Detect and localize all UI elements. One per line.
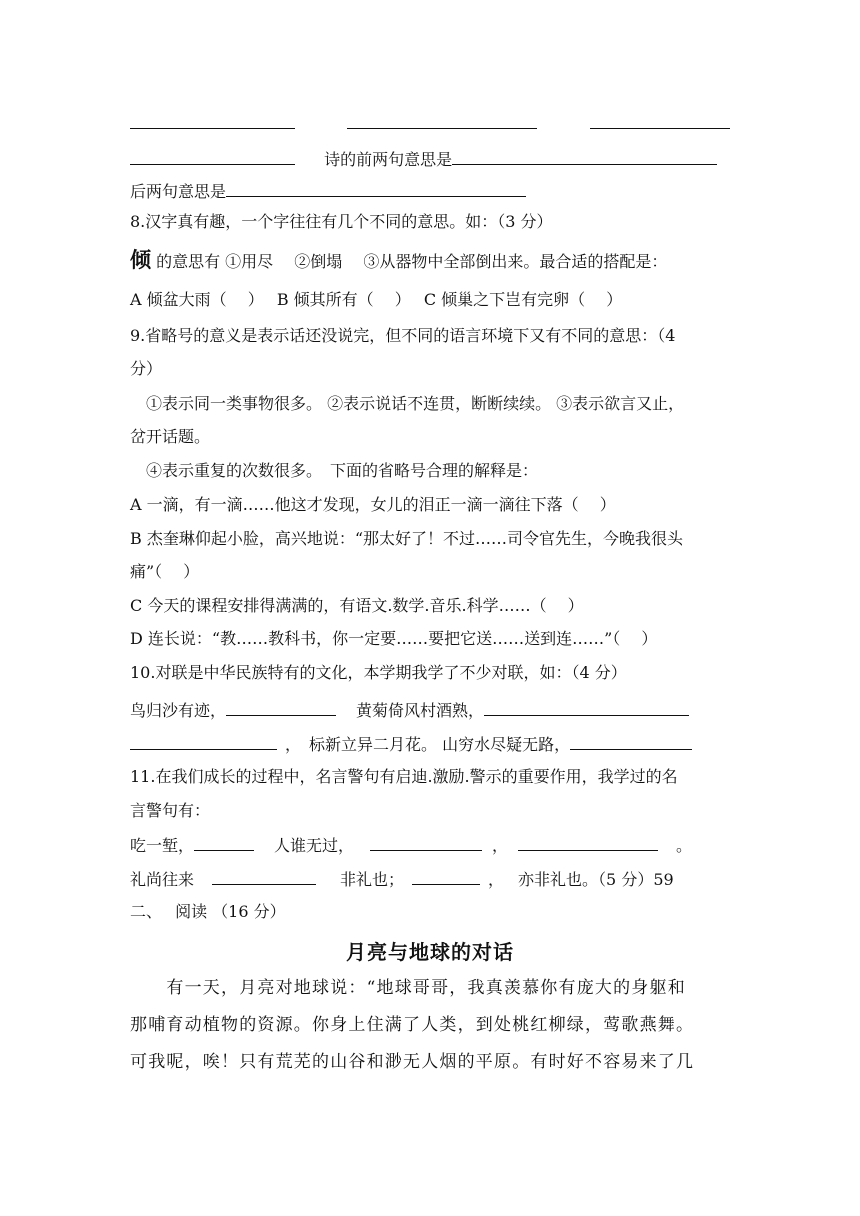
answer-blank[interactable] [484, 697, 689, 716]
q9-option-a: A 一滴，有一滴……他这才发现，女儿的泪正一滴一滴往下落（ ） [130, 495, 616, 514]
answer-blank[interactable] [130, 146, 295, 165]
q8-meanings-line [130, 249, 730, 273]
answer-blank[interactable] [226, 697, 336, 716]
couplet-text: 黄菊倚风村酒熟， [356, 701, 485, 720]
q8-meanings: 的意思有 ①用尽 ②倒塌 ③从器物中全部倒出来。最合适的搭配是： [151, 252, 668, 271]
q11-question-cont: 言警句有： [130, 801, 211, 820]
q9-option-b: B 杰奎琳仰起小脸，高兴地说：“那太好了！不过……司令官先生，今晚我很头 [130, 529, 684, 548]
q9-item-line: ④表示重复的次数很多。 下面的省略号合理的解释是： [146, 461, 539, 480]
article-paragraph-line: 那哺育动植物的资源。你身上住满了人类，到处桃红柳绿，莺歌燕舞。 [130, 1015, 695, 1035]
poem-meaning-line [130, 146, 730, 171]
quote-text: ， [492, 836, 509, 855]
q9-option-b-cont: 痛”（ ） [130, 562, 200, 581]
couplet-text: 鸟归沙有迹， [130, 701, 227, 720]
quote-text: 亦非礼也。（5 分）59 [518, 870, 674, 889]
answer-blank[interactable] [194, 832, 254, 851]
q8-char: 倾 [130, 247, 151, 272]
q9-item-line: 岔开话题。 [130, 427, 211, 446]
answer-blank[interactable] [570, 731, 692, 750]
article-title: 月亮与地球的对话 [346, 940, 514, 964]
q8-options: A 倾盆大雨（ ） B 倾其所有（ ） C 倾巢之下岂有完卵（ ） [130, 290, 623, 309]
q9-option-c: C 今天的课程安排得满满的，有语文.数学.音乐.科学……（ ） [130, 596, 584, 615]
q11-quote-line [130, 832, 730, 857]
answer-blank[interactable] [130, 731, 277, 750]
q9-item-line: ①表示同一类事物很多。 ②表示说话不连贯，断断续续。 ③表示欲言又止， [146, 394, 685, 413]
quote-text: 吃一堑， [130, 836, 195, 855]
quote-text: 人谁无过， [274, 836, 355, 855]
answer-blank[interactable] [370, 832, 482, 851]
q11-question: 11.在我们成长的过程中，名言警句有启迪.激励.警示的重要作用，我学过的名 [130, 767, 678, 786]
article-paragraph-line: 有一天，月亮对地球说：“地球哥哥，我真羡慕你有庞大的身躯和 [130, 978, 686, 998]
answer-blank[interactable] [226, 178, 526, 197]
q8-question: 8.汉字真有趣，一个字往往有几个不同的意思。如：（3 分） [130, 212, 553, 231]
quote-text: 。 [676, 836, 693, 855]
couplet-text: ， 标新立异二月花。 山穷水尽疑无路， [285, 735, 571, 754]
answer-blank[interactable] [212, 866, 316, 885]
poem-meaning-front-label: 诗的前两句意思是 [324, 150, 453, 169]
q9-question: 9.省略号的意义是表示话还没说完，但不同的语言环境下又有不同的意思：（4 [130, 326, 676, 345]
poem-meaning-back-line [130, 178, 730, 203]
answer-blank[interactable] [347, 110, 537, 129]
quote-text: ， [488, 870, 505, 889]
article-paragraph-line: 可我呢，唉！只有荒芜的山谷和渺无人烟的平原。有时好不容易来了几 [130, 1052, 695, 1072]
q9-question-cont: 分） [130, 359, 163, 378]
q10-couplet-line [130, 731, 730, 756]
section-heading: 二、 阅读 （16 分） [130, 902, 286, 921]
answer-blank[interactable] [130, 110, 295, 129]
answer-blank[interactable] [590, 110, 730, 129]
quote-text: 非礼也； [340, 870, 405, 889]
q10-question: 10.对联是中华民族特有的文化，本学期我学了不少对联，如：（4 分） [130, 663, 627, 682]
answer-blank[interactable] [518, 832, 658, 851]
answer-blank[interactable] [452, 146, 717, 165]
answer-blank[interactable] [412, 866, 480, 885]
quote-text: 礼尚往来 [130, 870, 195, 889]
q9-option-d: D 连长说：“教……教科书，你一定要……要把它送……送到连……”（ ） [130, 629, 658, 648]
q11-quote-line [130, 866, 730, 891]
poem-meaning-back-label: 后两句意思是 [130, 182, 227, 201]
q10-couplet-line [130, 697, 730, 722]
